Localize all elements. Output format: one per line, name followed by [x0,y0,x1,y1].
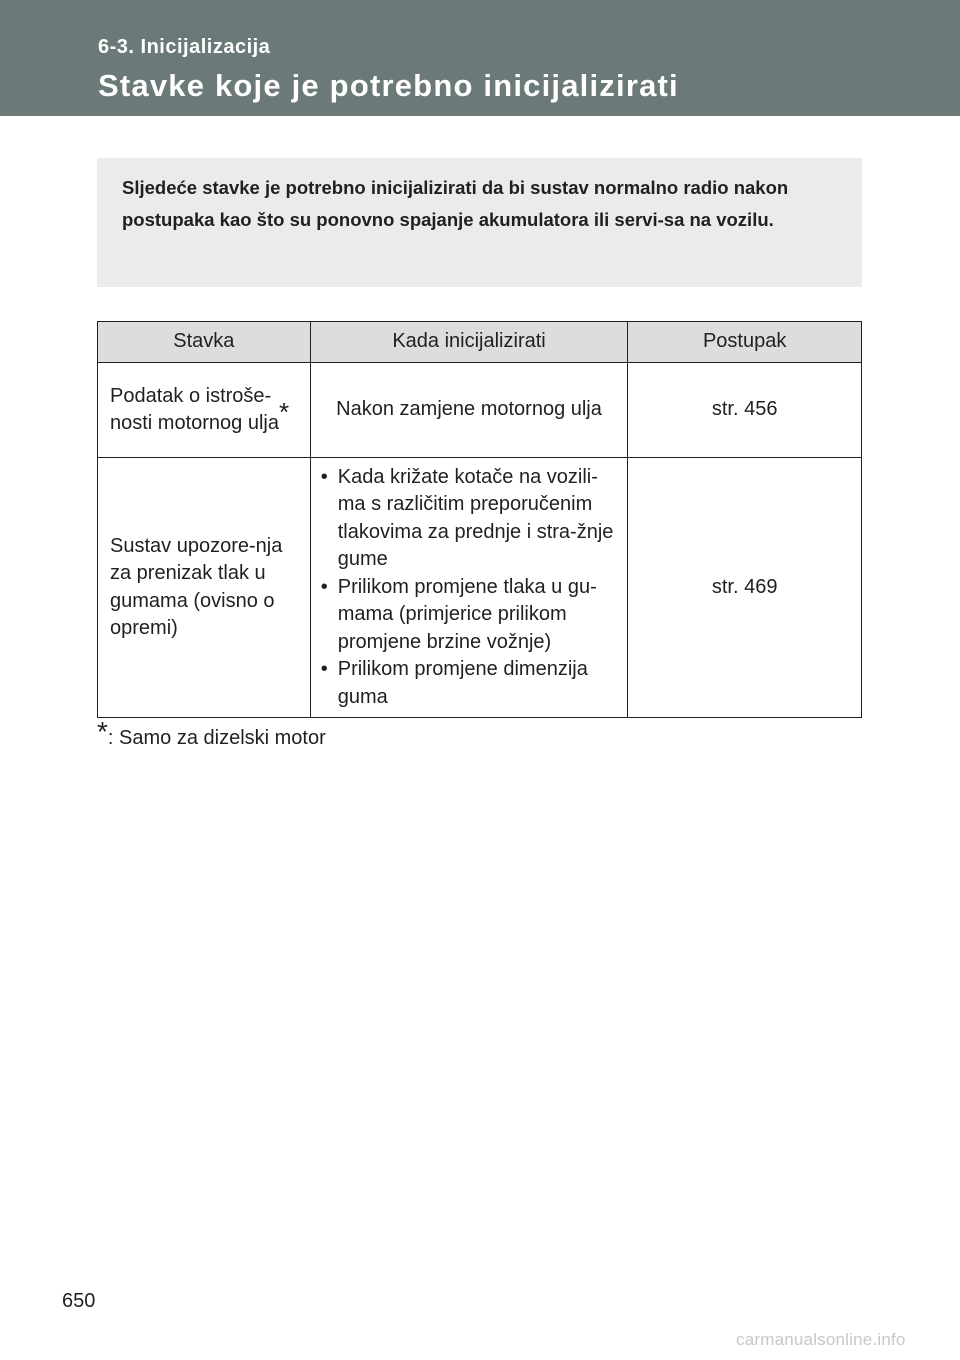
list-item: • Prilikom promjene dimenzija guma [321,656,620,711]
when-cell: Nakon zamjene motornog ulja [310,363,628,458]
footnote [97,716,326,752]
when-list [321,464,620,712]
item-text: Sustav upozore-nja za prenizak tlak u gumama (ovisno o opremi) [110,534,283,639]
list-item: • Kada križate kotače na vozili-ma s različitim preporučenim tlakovima za prednje i stra-žnje gume [321,464,620,574]
procedure-cell: str. 456 [628,363,862,458]
when-cell [310,458,628,718]
table-row [98,458,862,718]
intro-box [97,158,862,287]
footnote-text: : Samo za dizelski motor [107,727,326,749]
procedure-cell: str. 469 [628,458,862,718]
item-cell [98,458,311,718]
intro-text: Sljedeće stavke je potrebno inicijalizirati da bi sustav normalno radio nakon postupaka kao što su ponovno spajanje akumulatora ili servi-sa na vozilu. [122,177,789,230]
item-cell [98,363,311,458]
column-header-procedure: Postupak [628,322,862,363]
table-header-row [98,322,862,363]
item-text: Podatak o istroše-nosti motornog ulja [110,384,279,434]
column-header-item: Stavka [98,322,311,363]
initialization-table [97,321,862,718]
page-title: Stavke koje je potrebno inicijalizirati [98,68,679,103]
chapter-header-band [0,0,960,116]
watermark: carmanualsonline.info [736,1330,906,1349]
list-item: • Prilikom promjene tlaka u gu-mama (primjerice prilikom promjene brzine vožnje) [321,574,620,657]
page-number: 650 [62,1290,96,1312]
footnote-asterisk: * [97,716,108,747]
table-row [98,363,862,458]
section-label: 6-3. Inicijalizacija [98,36,271,58]
asterisk-mark: * [278,397,290,427]
column-header-when: Kada inicijalizirati [310,322,628,363]
